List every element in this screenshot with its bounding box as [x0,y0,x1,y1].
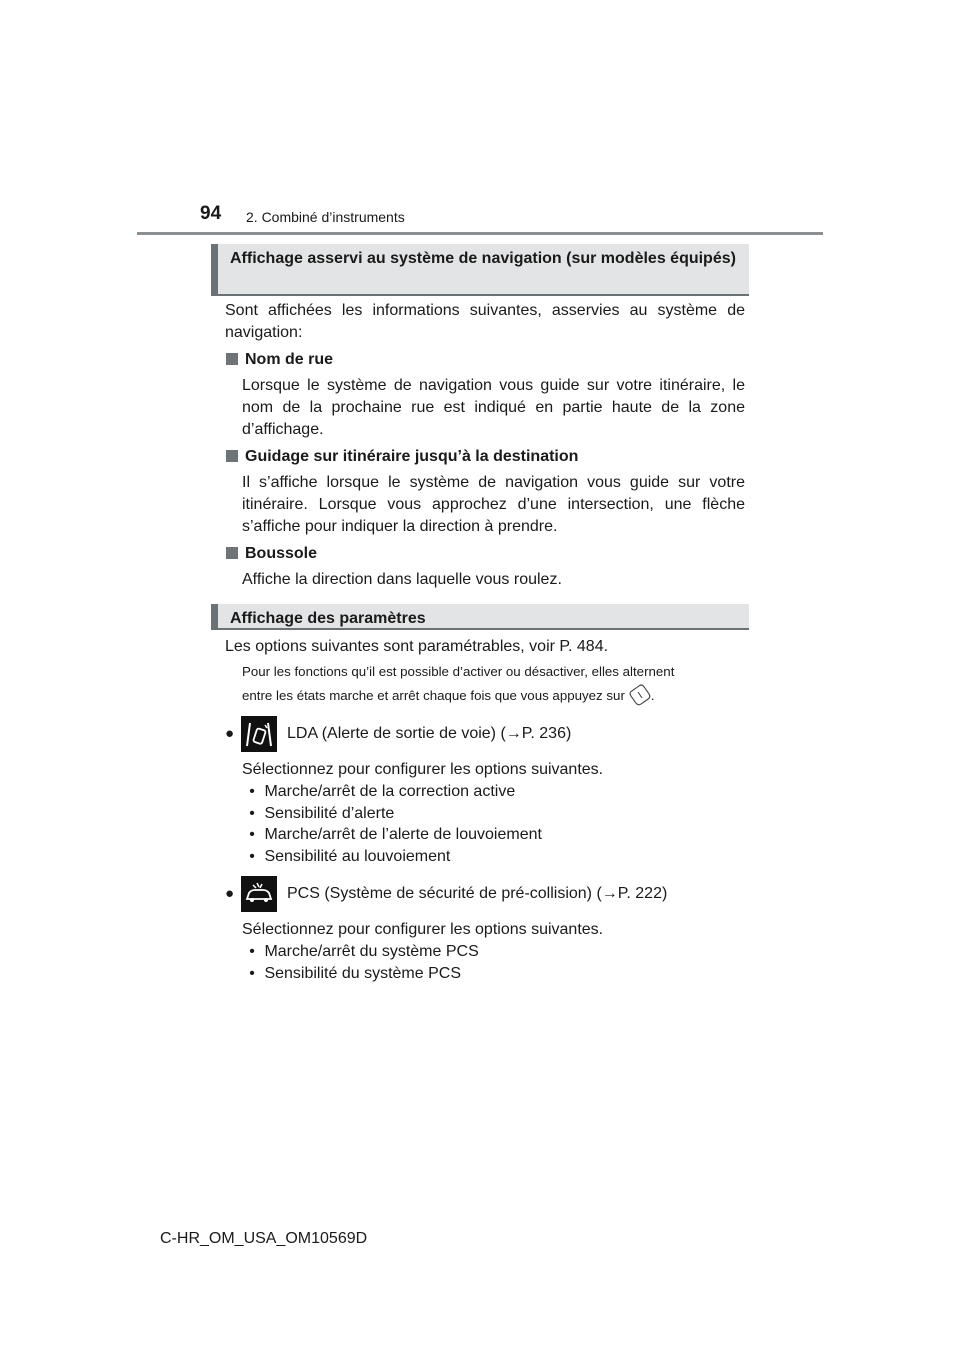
toggle-note-line2: entre les états marche et arrêt chaque fois que vous appuyez sur [242,688,625,703]
list-item: • Sensibilité au louvoiement [249,847,451,865]
chapter-title: 2. Combiné d’instruments [246,209,405,225]
subheading-street-name: Nom de rue [225,349,333,371]
subheading-route-guidance: Guidage sur itinéraire jusqu’à la destination [225,446,578,468]
list-item: • Marche/arrêt de la correction active [249,783,516,800]
square-bullet-icon [226,353,238,365]
square-bullet-icon [226,547,238,559]
pcs-label: PCS (Système de sécurité de pré-collision) ( [287,885,602,902]
lda-options [242,781,542,867]
round-bullet-icon: ● [225,885,235,902]
header-rule [137,232,823,235]
lane-departure-alert-icon [241,716,277,752]
lda-item [225,716,571,752]
pcs-select-text: Sélectionnez pour configurer les options suivantes. [242,921,604,938]
pcs-page-ref[interactable]: →P. 222) [601,885,668,902]
section-heading-settings: Affichage des paramètres [211,604,749,630]
enter-button-icon [629,684,651,706]
lda-select-text: Sélectionnez pour configurer les options suivantes. [242,761,604,778]
square-bullet-icon [226,450,238,462]
toggle-note [242,660,747,708]
toggle-note-line1: Pour les fonctions qu’il est possible d’activer ou désactiver, elles alternent [242,664,675,679]
toggle-note-end: . [650,688,655,703]
pcs-options [242,941,479,984]
pre-collision-system-icon [241,876,277,912]
pcs-item [225,876,667,912]
list-item: • Marche/arrêt de l’alerte de louvoiement [249,826,542,843]
lda-label: LDA (Alerte de sortie de voie) ( [287,725,506,742]
document-code: C-HR_OM_USA_OM10569D [160,1230,368,1247]
list-item: • Sensibilité d’alerte [249,804,395,822]
lda-page-ref[interactable]: →P. 236) [505,725,572,742]
street-name-text: Lorsque le système de navigation vous guide sur votre itinéraire, le nom de la prochaine rue est indiqué en partie haute de la zone d’affichage. [242,377,745,438]
route-guidance-text: Il s’affiche lorsque le système de navigation vous guide sur votre itinéraire. Lorsque vous approchez d’une intersection, une flèche s’affiche pour indiquer la direction à prendre. [242,474,745,535]
round-bullet-icon: ● [225,725,235,742]
list-item: • Marche/arrêt du système PCS [249,943,479,960]
section-heading-navigation: Affichage asservi au système de navigation (sur modèles équipés) [211,244,749,296]
subheading-compass: Boussole [225,543,317,565]
page-number: 94 [200,203,222,224]
compass-text: Affiche la direction dans laquelle vous roulez. [242,571,562,588]
section1-intro: Sont affichées les informations suivantes, asservies au système de navigation: [225,302,745,341]
list-item: • Sensibilité du système PCS [249,964,461,982]
section2-intro: Les options suivantes sont paramétrables, voir P. 484. [225,638,609,655]
